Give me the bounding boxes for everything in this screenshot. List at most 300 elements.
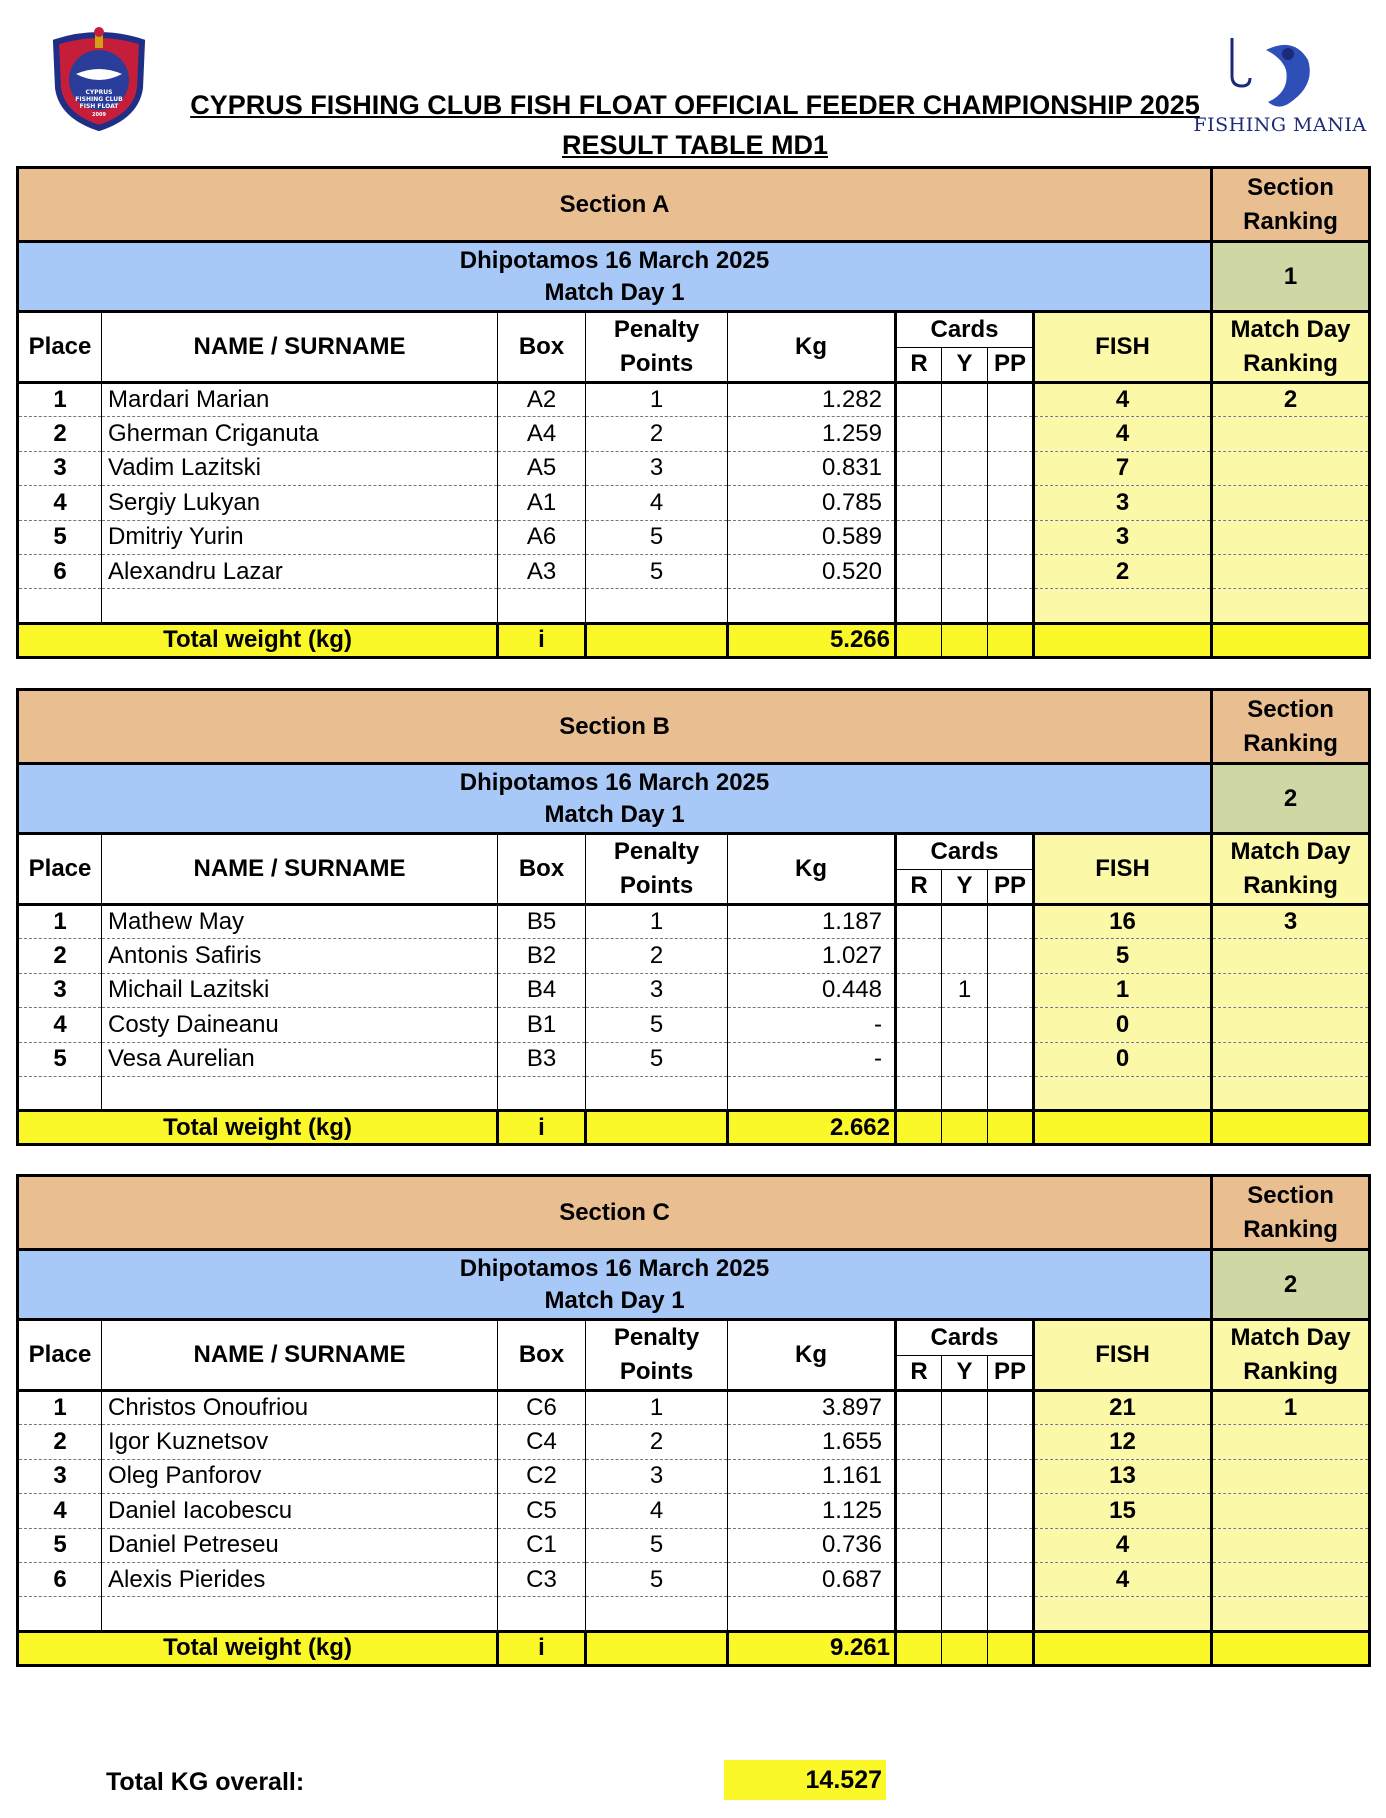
club-logo	[46, 24, 152, 132]
penalty-cell: 4	[586, 1494, 728, 1528]
penalty-cell: 1	[586, 1391, 728, 1425]
place-cell: 5	[18, 1042, 102, 1076]
fish-cell: 12	[1034, 1425, 1212, 1459]
card-pp-cell	[988, 1562, 1034, 1596]
match-day-ranking-cell	[1212, 1425, 1370, 1459]
col-fish: FISH	[1034, 1320, 1212, 1391]
page-subtitle: RESULT TABLE MD1	[562, 130, 828, 160]
col-fish: FISH	[1034, 312, 1212, 383]
col-card-pp: PP	[988, 1355, 1034, 1391]
name-cell	[102, 1597, 498, 1631]
section-table	[16, 688, 1371, 1146]
table-row	[18, 554, 1370, 588]
place-cell	[18, 589, 102, 623]
total-card-r	[896, 623, 942, 657]
penalty-cell	[586, 589, 728, 623]
card-r-cell	[896, 486, 942, 520]
col-card-pp: PP	[988, 347, 1034, 383]
table-row	[18, 417, 1370, 451]
card-r-cell	[896, 1459, 942, 1493]
card-r-cell	[896, 1494, 942, 1528]
card-r-cell	[896, 1008, 942, 1042]
penalty-cell	[586, 1597, 728, 1631]
card-y-cell	[942, 1008, 988, 1042]
name-cell: Costy Daineanu	[102, 1008, 498, 1042]
card-pp-cell	[988, 520, 1034, 554]
box-cell: C4	[498, 1425, 586, 1459]
match-day-ranking-cell	[1212, 1528, 1370, 1562]
col-card-y: Y	[942, 1355, 988, 1391]
penalty-cell: 5	[586, 1562, 728, 1596]
total-card-pp	[988, 1111, 1034, 1145]
name-cell	[102, 589, 498, 623]
fish-cell: 7	[1034, 451, 1212, 485]
total-card-y	[942, 1631, 988, 1665]
name-cell: Vesa Aurelian	[102, 1042, 498, 1076]
overall-total-label: Total KG overall:	[106, 1768, 305, 1796]
name-cell: Christos Onoufriou	[102, 1391, 498, 1425]
col-place: Place	[18, 834, 102, 905]
name-cell: Alexandru Lazar	[102, 554, 498, 588]
card-pp-cell	[988, 1425, 1034, 1459]
box-cell: A4	[498, 417, 586, 451]
section-ranking-value: 2	[1212, 1250, 1370, 1320]
place-cell: 2	[18, 1425, 102, 1459]
total-fish	[1034, 1111, 1212, 1145]
fish-cell: 3	[1034, 486, 1212, 520]
name-cell	[102, 1076, 498, 1110]
card-y-cell	[942, 1391, 988, 1425]
card-y-cell: 1	[942, 973, 988, 1007]
name-cell: Alexis Pierides	[102, 1562, 498, 1596]
col-name: NAME / SURNAME	[102, 834, 498, 905]
fish-cell: 4	[1034, 1528, 1212, 1562]
card-y-cell	[942, 939, 988, 973]
box-cell: B3	[498, 1042, 586, 1076]
match-day-ranking-cell	[1212, 520, 1370, 554]
total-card-pp	[988, 623, 1034, 657]
name-cell: Oleg Panforov	[102, 1459, 498, 1493]
fish-cell: 4	[1034, 417, 1212, 451]
fishing-mania-text: FISHING MANIA	[1193, 114, 1367, 136]
fish-cell: 16	[1034, 905, 1212, 939]
table-row	[18, 1076, 1370, 1110]
place-cell: 4	[18, 1494, 102, 1528]
place-cell: 3	[18, 451, 102, 485]
match-day-ranking-cell	[1212, 1076, 1370, 1110]
box-cell: A3	[498, 554, 586, 588]
match-day-ranking-cell	[1212, 554, 1370, 588]
col-place: Place	[18, 1320, 102, 1391]
kg-cell	[728, 1597, 896, 1631]
total-kg: 9.261	[728, 1631, 896, 1665]
place-cell: 6	[18, 1562, 102, 1596]
col-penalty: Penalty Points	[586, 312, 728, 383]
penalty-cell: 2	[586, 939, 728, 973]
name-cell: Vadim Lazitski	[102, 451, 498, 485]
name-cell: Sergiy Lukyan	[102, 486, 498, 520]
match-day-ranking-cell	[1212, 1008, 1370, 1042]
overall-total-value: 14.527	[724, 1760, 886, 1800]
section-ranking-value: 2	[1212, 764, 1370, 834]
card-pp-cell	[988, 1042, 1034, 1076]
card-pp-cell	[988, 1494, 1034, 1528]
box-cell: B4	[498, 973, 586, 1007]
box-cell: A5	[498, 451, 586, 485]
penalty-cell: 3	[586, 973, 728, 1007]
col-match-day-ranking: Match Day Ranking	[1212, 834, 1370, 905]
match-day-ranking-cell	[1212, 1459, 1370, 1493]
card-y-cell	[942, 1562, 988, 1596]
kg-cell: 0.520	[728, 554, 896, 588]
match-day-ranking-cell	[1212, 451, 1370, 485]
kg-cell: 0.448	[728, 973, 896, 1007]
box-cell: C5	[498, 1494, 586, 1528]
table-row	[18, 1528, 1370, 1562]
logo-text-2: FISHING CLUB	[75, 96, 123, 103]
fish-cell: 3	[1034, 520, 1212, 554]
card-pp-cell	[988, 554, 1034, 588]
kg-cell: 1.655	[728, 1425, 896, 1459]
card-y-cell	[942, 486, 988, 520]
penalty-cell: 2	[586, 1425, 728, 1459]
card-pp-cell	[988, 939, 1034, 973]
box-cell	[498, 1597, 586, 1631]
section-ranking-header: Section Ranking	[1212, 690, 1370, 764]
kg-cell: -	[728, 1008, 896, 1042]
section-ranking-header: Section Ranking	[1212, 1176, 1370, 1250]
name-cell: Mardari Marian	[102, 383, 498, 417]
table-row	[18, 1008, 1370, 1042]
col-card-y: Y	[942, 347, 988, 383]
penalty-cell	[586, 1076, 728, 1110]
match-day-ranking-cell: 1	[1212, 1391, 1370, 1425]
penalty-cell: 5	[586, 1008, 728, 1042]
col-card-pp: PP	[988, 869, 1034, 905]
total-card-r	[896, 1111, 942, 1145]
card-pp-cell	[988, 486, 1034, 520]
box-cell: A6	[498, 520, 586, 554]
fish-cell: 0	[1034, 1008, 1212, 1042]
table-row	[18, 1425, 1370, 1459]
match-day-ranking-cell	[1212, 1042, 1370, 1076]
col-fish: FISH	[1034, 834, 1212, 905]
box-cell: C6	[498, 1391, 586, 1425]
penalty-cell: 4	[586, 486, 728, 520]
kg-cell: 1.161	[728, 1459, 896, 1493]
total-row	[18, 1631, 1370, 1665]
place-cell: 4	[18, 1008, 102, 1042]
place-cell: 3	[18, 1459, 102, 1493]
page-title: CYPRUS FISHING CLUB FISH FLOAT OFFICIAL FEEDER CHAMPIONSHIP 2025	[190, 90, 1200, 120]
place-cell: 2	[18, 939, 102, 973]
place-cell: 4	[18, 486, 102, 520]
fish-cell: 15	[1034, 1494, 1212, 1528]
card-r-cell	[896, 589, 942, 623]
match-day-ranking-cell	[1212, 973, 1370, 1007]
penalty-cell: 1	[586, 905, 728, 939]
col-match-day-ranking: Match Day Ranking	[1212, 1320, 1370, 1391]
section-name: Section C	[18, 1176, 1212, 1250]
place-cell: 1	[18, 1391, 102, 1425]
table-row	[18, 973, 1370, 1007]
logo-text-3: FISH FLOAT	[79, 103, 119, 110]
card-r-cell	[896, 939, 942, 973]
section-name: Section A	[18, 168, 1212, 242]
kg-cell: 0.831	[728, 451, 896, 485]
table-row	[18, 1597, 1370, 1631]
card-r-cell	[896, 1528, 942, 1562]
card-y-cell	[942, 1597, 988, 1631]
total-i: i	[498, 623, 586, 657]
kg-cell: 1.187	[728, 905, 896, 939]
match-day-ranking-cell	[1212, 939, 1370, 973]
match-day-ranking-cell	[1212, 1562, 1370, 1596]
total-card-y	[942, 623, 988, 657]
total-kg: 5.266	[728, 623, 896, 657]
place-cell	[18, 1076, 102, 1110]
penalty-cell: 1	[586, 383, 728, 417]
card-y-cell	[942, 1528, 988, 1562]
card-y-cell	[942, 1459, 988, 1493]
box-cell: C2	[498, 1459, 586, 1493]
card-pp-cell	[988, 1076, 1034, 1110]
col-box: Box	[498, 312, 586, 383]
table-row	[18, 1459, 1370, 1493]
total-mdr	[1212, 623, 1370, 657]
total-label: Total weight (kg)	[18, 1631, 498, 1665]
total-empty	[586, 1631, 728, 1665]
table-row	[18, 1494, 1370, 1528]
card-pp-cell	[988, 1391, 1034, 1425]
card-r-cell	[896, 520, 942, 554]
section-name: Section B	[18, 690, 1212, 764]
col-cards: Cards	[896, 312, 1034, 348]
penalty-cell: 5	[586, 1528, 728, 1562]
penalty-cell: 3	[586, 1459, 728, 1493]
col-penalty: Penalty Points	[586, 1320, 728, 1391]
card-pp-cell	[988, 383, 1034, 417]
card-pp-cell	[988, 1597, 1034, 1631]
card-r-cell	[896, 1042, 942, 1076]
col-name: NAME / SURNAME	[102, 312, 498, 383]
card-r-cell	[896, 1391, 942, 1425]
logo-text-4: 2009	[92, 112, 106, 118]
table-row	[18, 520, 1370, 554]
total-empty	[586, 1111, 728, 1145]
col-cards: Cards	[896, 1320, 1034, 1356]
col-match-day-ranking: Match Day Ranking	[1212, 312, 1370, 383]
kg-cell: 0.736	[728, 1528, 896, 1562]
fish-cell	[1034, 589, 1212, 623]
table-row	[18, 1042, 1370, 1076]
kg-cell: 0.687	[728, 1562, 896, 1596]
match-day-ranking-cell	[1212, 417, 1370, 451]
kg-cell: 1.259	[728, 417, 896, 451]
box-cell	[498, 589, 586, 623]
match-day-ranking-cell: 3	[1212, 905, 1370, 939]
table-row	[18, 486, 1370, 520]
card-y-cell	[942, 1076, 988, 1110]
total-i: i	[498, 1631, 586, 1665]
place-cell: 1	[18, 383, 102, 417]
box-cell: A2	[498, 383, 586, 417]
penalty-cell: 5	[586, 1042, 728, 1076]
fish-cell	[1034, 1597, 1212, 1631]
total-label: Total weight (kg)	[18, 623, 498, 657]
kg-cell	[728, 589, 896, 623]
total-row	[18, 1111, 1370, 1145]
total-kg: 2.662	[728, 1111, 896, 1145]
table-row	[18, 939, 1370, 973]
kg-cell: 1.125	[728, 1494, 896, 1528]
name-cell: Daniel Petreseu	[102, 1528, 498, 1562]
box-cell: B5	[498, 905, 586, 939]
col-box: Box	[498, 1320, 586, 1391]
fish-cell: 13	[1034, 1459, 1212, 1493]
total-fish	[1034, 623, 1212, 657]
card-y-cell	[942, 520, 988, 554]
table-row	[18, 383, 1370, 417]
col-card-r: R	[896, 1355, 942, 1391]
total-empty	[586, 623, 728, 657]
box-cell: B2	[498, 939, 586, 973]
name-cell: Igor Kuznetsov	[102, 1425, 498, 1459]
place-cell: 6	[18, 554, 102, 588]
card-r-cell	[896, 383, 942, 417]
total-label: Total weight (kg)	[18, 1111, 498, 1145]
card-pp-cell	[988, 1528, 1034, 1562]
card-r-cell	[896, 417, 942, 451]
name-cell: Antonis Safiris	[102, 939, 498, 973]
match-date: Dhipotamos 16 March 2025 Match Day 1	[18, 242, 1212, 312]
card-pp-cell	[988, 589, 1034, 623]
fish-cell	[1034, 1076, 1212, 1110]
card-r-cell	[896, 973, 942, 1007]
total-card-y	[942, 1111, 988, 1145]
card-pp-cell	[988, 973, 1034, 1007]
col-place: Place	[18, 312, 102, 383]
kg-cell: 0.785	[728, 486, 896, 520]
total-mdr	[1212, 1111, 1370, 1145]
card-r-cell	[896, 451, 942, 485]
match-day-ranking-cell: 2	[1212, 383, 1370, 417]
name-cell: Gherman Criganuta	[102, 417, 498, 451]
name-cell: Michail Lazitski	[102, 973, 498, 1007]
fish-cell: 0	[1034, 1042, 1212, 1076]
name-cell: Dmitriy Yurin	[102, 520, 498, 554]
fishing-mania-logo	[1190, 30, 1370, 140]
place-cell: 5	[18, 520, 102, 554]
box-cell	[498, 1076, 586, 1110]
fish-cell: 4	[1034, 1562, 1212, 1596]
place-cell: 5	[18, 1528, 102, 1562]
box-cell: C3	[498, 1562, 586, 1596]
card-r-cell	[896, 1597, 942, 1631]
penalty-cell: 2	[586, 417, 728, 451]
match-date: Dhipotamos 16 March 2025 Match Day 1	[18, 1250, 1212, 1320]
total-card-pp	[988, 1631, 1034, 1665]
card-r-cell	[896, 1076, 942, 1110]
col-name: NAME / SURNAME	[102, 1320, 498, 1391]
fish-cell: 1	[1034, 973, 1212, 1007]
table-row	[18, 451, 1370, 485]
card-pp-cell	[988, 1459, 1034, 1493]
card-y-cell	[942, 589, 988, 623]
penalty-cell: 3	[586, 451, 728, 485]
fish-cell: 2	[1034, 554, 1212, 588]
kg-cell: 1.282	[728, 383, 896, 417]
card-r-cell	[896, 554, 942, 588]
fish-cell: 4	[1034, 383, 1212, 417]
card-pp-cell	[988, 417, 1034, 451]
card-pp-cell	[988, 451, 1034, 485]
card-y-cell	[942, 1042, 988, 1076]
col-cards: Cards	[896, 834, 1034, 870]
logo-text-1: CYPRUS	[85, 89, 113, 96]
card-r-cell	[896, 1562, 942, 1596]
match-day-ranking-cell	[1212, 1494, 1370, 1528]
card-y-cell	[942, 1494, 988, 1528]
col-penalty: Penalty Points	[586, 834, 728, 905]
card-y-cell	[942, 905, 988, 939]
col-kg: Kg	[728, 834, 896, 905]
box-cell: C1	[498, 1528, 586, 1562]
fish-cell: 5	[1034, 939, 1212, 973]
section-ranking-value: 1	[1212, 242, 1370, 312]
col-kg: Kg	[728, 312, 896, 383]
col-card-r: R	[896, 347, 942, 383]
place-cell: 2	[18, 417, 102, 451]
kg-cell: 0.589	[728, 520, 896, 554]
box-cell: A1	[498, 486, 586, 520]
card-y-cell	[942, 451, 988, 485]
col-card-r: R	[896, 869, 942, 905]
place-cell	[18, 1597, 102, 1631]
section-table	[16, 1174, 1371, 1667]
place-cell: 1	[18, 905, 102, 939]
match-day-ranking-cell	[1212, 1597, 1370, 1631]
name-cell: Mathew May	[102, 905, 498, 939]
col-box: Box	[498, 834, 586, 905]
name-cell: Daniel Iacobescu	[102, 1494, 498, 1528]
section-ranking-header: Section Ranking	[1212, 168, 1370, 242]
total-fish	[1034, 1631, 1212, 1665]
card-y-cell	[942, 383, 988, 417]
kg-cell: -	[728, 1042, 896, 1076]
col-card-y: Y	[942, 869, 988, 905]
col-kg: Kg	[728, 1320, 896, 1391]
total-card-r	[896, 1631, 942, 1665]
fish-cell: 21	[1034, 1391, 1212, 1425]
kg-cell: 3.897	[728, 1391, 896, 1425]
match-date: Dhipotamos 16 March 2025 Match Day 1	[18, 764, 1212, 834]
match-day-ranking-cell	[1212, 589, 1370, 623]
table-row	[18, 905, 1370, 939]
penalty-cell: 5	[586, 520, 728, 554]
total-i: i	[498, 1111, 586, 1145]
section-table	[16, 166, 1371, 659]
card-y-cell	[942, 554, 988, 588]
place-cell: 3	[18, 973, 102, 1007]
table-row	[18, 589, 1370, 623]
penalty-cell: 5	[586, 554, 728, 588]
table-row	[18, 1562, 1370, 1596]
table-row	[18, 1391, 1370, 1425]
kg-cell: 1.027	[728, 939, 896, 973]
card-y-cell	[942, 417, 988, 451]
card-y-cell	[942, 1425, 988, 1459]
